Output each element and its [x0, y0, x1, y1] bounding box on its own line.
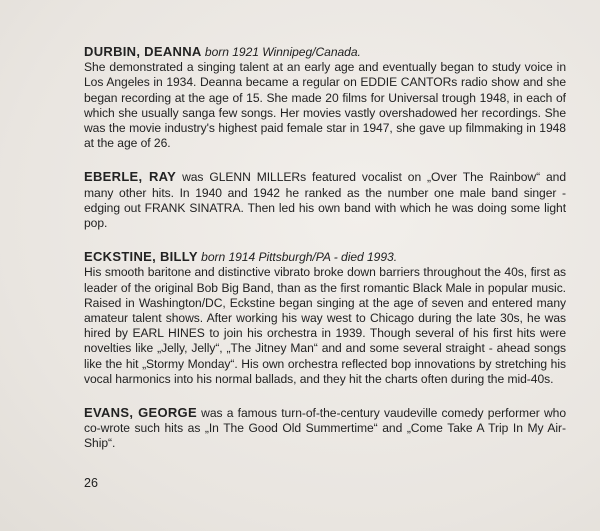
entry-text — [84, 169, 566, 231]
entries-column — [84, 44, 566, 470]
entry-lead: was a famous turn-of-the-century vaudeville comedy performer who co-wrote such hits as „In The Good Old Summertime“ and „Come Take A Trip In My Air-Ship“. — [84, 406, 566, 451]
entry-dates: born 1914 Pittsburgh/PA - died 1993. — [201, 250, 398, 265]
entry-body: His smooth baritone and distinctive vibrato broke down barriers throughout the 40s, first as leader of the original Bob Big Band, than as the first romantic Black Male in popular music. Raised in Washington/DC, Eckstine began singing at the age of seven and entered many amateur talent shows. After working his way west to Chicago during the late 30s, he was hired by EARL HINES to join his orchestra in 1939. Though several of his first hits were novelties like „Jelly, Jelly“, „The Jitney Man“ and and some several straight - ahead songs like the hit „Stormy Monday“. His own orchestra reflected bop innovations by stretching his vocal harmonics into his normal ballads, and they hit the charts often during the mid-40s. — [84, 265, 566, 386]
entry-lead: was GLENN MILLERs featured vocalist on „Over The Rainbow“ and many other hits. In 1940 and 1942 he ranked as the number one male band singer - edging out FRANK SINATRA. Then led his own band with which he was doing some light pop. — [84, 170, 567, 231]
entry-name: EBERLE, RAY — [84, 169, 177, 185]
entry-heading — [84, 44, 566, 60]
entry-text — [84, 405, 566, 452]
entry-eberle-ray — [84, 169, 566, 231]
entry-body: She demonstrated a singing talent at an early age and eventually began to study voice in Los Angeles in 1934. Deanna became a regular on EDDIE CANTORs radio show and she began recording at the age of 15. She made 20 films for Universal trough 1948, in each of which she usually sanga few songs. Her movies vastly overshadowed her recordings. She was the movie industry's highest paid female star in 1947, she gave up filmmaking in 1948 at the age of 26. — [84, 60, 566, 151]
entry-name: EVANS, GEORGE — [84, 405, 197, 421]
entry-name: ECKSTINE, BILLY — [84, 249, 198, 265]
entry-durbin-deanna — [84, 44, 566, 151]
entry-evans-george — [84, 405, 566, 452]
entry-name: DURBIN, DEANNA — [84, 44, 202, 59]
entry-heading — [84, 249, 566, 265]
page-number: 26 — [84, 476, 98, 490]
entry-dates: born 1921 Winnipeg/Canada. — [204, 45, 361, 59]
entry-eckstine-billy — [84, 249, 566, 387]
